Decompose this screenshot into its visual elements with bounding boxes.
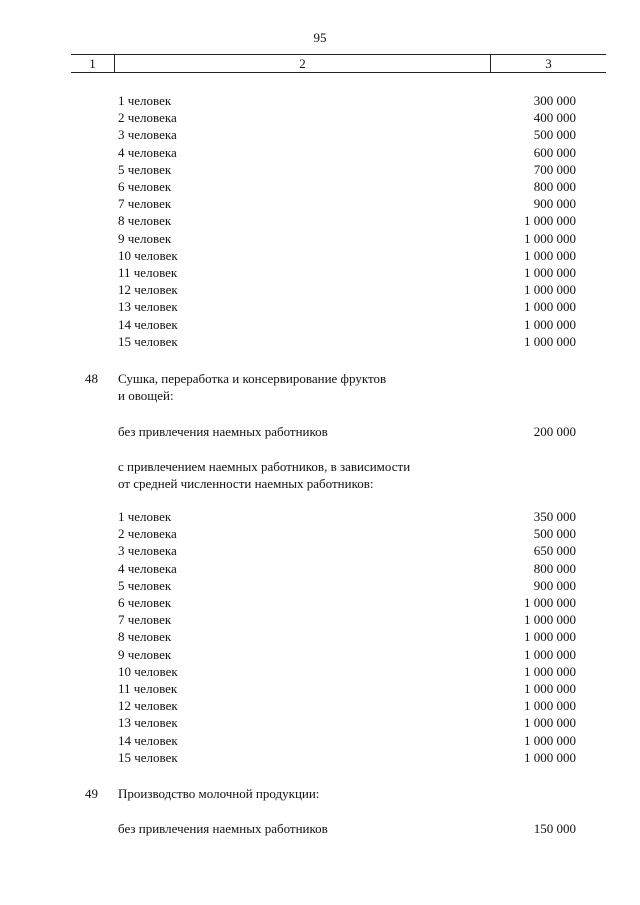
row-value: 900 000 xyxy=(533,577,576,593)
row-label: 4 человека xyxy=(118,144,177,160)
row-value: 300 000 xyxy=(533,93,576,108)
row-label: 3 человека xyxy=(118,543,177,559)
row-value: 1 000 000 xyxy=(524,282,576,298)
table-row xyxy=(0,247,640,264)
row-label: 10 человек xyxy=(118,247,178,263)
row-label: 1 человек xyxy=(118,93,172,108)
table-row xyxy=(0,577,640,594)
table-row xyxy=(0,525,640,542)
row-label: 9 человек xyxy=(118,646,172,662)
row-label: 4 человека xyxy=(118,560,177,576)
table-row xyxy=(0,732,640,749)
table-row xyxy=(0,316,640,333)
row-value: 1 000 000 xyxy=(524,715,576,731)
row-value: 150 000 xyxy=(533,821,576,836)
section-48-with-workers-line-1: с привлечением наемных работников, в зависимости xyxy=(118,459,411,474)
row-label: 11 человек xyxy=(118,265,178,280)
row-value: 700 000 xyxy=(533,161,576,177)
table-row xyxy=(0,281,640,298)
row-value: 1 000 000 xyxy=(524,698,576,714)
header-col-3: 3 xyxy=(545,56,552,71)
row-label: без привлечения наемных работников xyxy=(118,821,328,836)
table-row xyxy=(0,230,640,247)
row-value: 1 000 000 xyxy=(524,230,576,246)
row-label: 6 человек xyxy=(118,595,172,610)
section-49-title: Производство молочной продукции: xyxy=(118,786,320,801)
section-48-with-workers-line-2: от средней численности наемных работников: xyxy=(118,476,374,491)
row-value: 900 000 xyxy=(533,196,576,212)
header-col-1: 1 xyxy=(89,56,96,71)
row-value: 400 000 xyxy=(533,110,576,126)
row-label: 1 человек xyxy=(118,509,172,524)
row-value: 1 000 000 xyxy=(524,629,576,645)
row-label: 15 человек xyxy=(118,749,178,765)
row-label: 14 человек xyxy=(118,732,178,748)
row-label: 8 человек xyxy=(118,213,172,229)
header-top-line xyxy=(71,54,606,55)
table-row xyxy=(0,508,640,525)
row-label: 15 человек xyxy=(118,333,178,349)
row-label: 7 человек xyxy=(118,612,172,628)
table-row xyxy=(0,680,640,697)
table-row xyxy=(0,594,640,611)
row-label: 12 человек xyxy=(118,698,178,714)
table-row xyxy=(0,663,640,680)
section-49-no-workers-row xyxy=(0,820,640,837)
row-value: 1 000 000 xyxy=(524,247,576,263)
table-row xyxy=(0,126,640,143)
section-48-title-line-2: и овощей: xyxy=(118,388,174,403)
row-value: 1 000 000 xyxy=(524,265,576,280)
table-row xyxy=(0,195,640,212)
table-row xyxy=(0,264,640,281)
row-label: 7 человек xyxy=(118,196,172,212)
table-row xyxy=(0,298,640,315)
table-row xyxy=(0,628,640,645)
table-row xyxy=(0,144,640,161)
row-value: 800 000 xyxy=(533,560,576,576)
row-value: 1 000 000 xyxy=(524,316,576,332)
row-value: 350 000 xyxy=(533,509,576,524)
section-48-title-line-1: Сушка, переработка и консервирование фруктов xyxy=(118,371,387,386)
table-row xyxy=(0,714,640,731)
table-row xyxy=(0,646,640,663)
table-row xyxy=(0,560,640,577)
table-row xyxy=(0,92,640,109)
row-label: 6 человек xyxy=(118,179,172,194)
row-label: 11 человек xyxy=(118,681,178,696)
row-label: без привлечения наемных работников xyxy=(118,424,328,439)
section-49-number: 49 xyxy=(85,786,98,801)
row-value: 500 000 xyxy=(533,526,576,542)
row-value: 1 000 000 xyxy=(524,663,576,679)
row-label: 12 человек xyxy=(118,282,178,298)
table-row xyxy=(0,333,640,350)
row-label: 8 человек xyxy=(118,629,172,645)
row-value: 1 000 000 xyxy=(524,646,576,662)
table-row xyxy=(0,212,640,229)
table-row xyxy=(0,749,640,766)
table-row xyxy=(0,161,640,178)
row-label: 5 человек xyxy=(118,577,172,593)
table-header xyxy=(71,54,606,72)
table-row xyxy=(0,109,640,126)
row-value: 1 000 000 xyxy=(524,299,576,315)
row-value: 200 000 xyxy=(533,424,576,439)
table-row xyxy=(0,697,640,714)
row-value: 1 000 000 xyxy=(524,333,576,349)
row-label: 3 человека xyxy=(118,127,177,143)
row-label: 13 человек xyxy=(118,715,178,731)
header-col-2: 2 xyxy=(299,56,306,71)
row-label: 2 человека xyxy=(118,110,177,126)
row-value: 800 000 xyxy=(533,179,576,194)
row-value: 1 000 000 xyxy=(524,213,576,229)
row-value: 1 000 000 xyxy=(524,749,576,765)
table-row xyxy=(0,542,640,559)
section-48-number: 48 xyxy=(85,371,98,386)
row-value: 1 000 000 xyxy=(524,612,576,628)
row-value: 650 000 xyxy=(533,543,576,559)
table-row xyxy=(0,611,640,628)
row-value: 1 000 000 xyxy=(524,595,576,610)
header-bottom-line xyxy=(71,72,606,73)
row-value: 1 000 000 xyxy=(524,732,576,748)
row-label: 5 человек xyxy=(118,161,172,177)
row-label: 14 человек xyxy=(118,316,178,332)
section-48-no-workers-row xyxy=(0,423,640,440)
row-label: 10 человек xyxy=(118,663,178,679)
row-value: 500 000 xyxy=(533,127,576,143)
page-number: 95 xyxy=(313,30,327,45)
table-row xyxy=(0,178,640,195)
row-label: 2 человека xyxy=(118,526,177,542)
row-label: 13 человек xyxy=(118,299,178,315)
row-label: 9 человек xyxy=(118,230,172,246)
row-value: 1 000 000 xyxy=(524,681,576,696)
row-value: 600 000 xyxy=(533,144,576,160)
